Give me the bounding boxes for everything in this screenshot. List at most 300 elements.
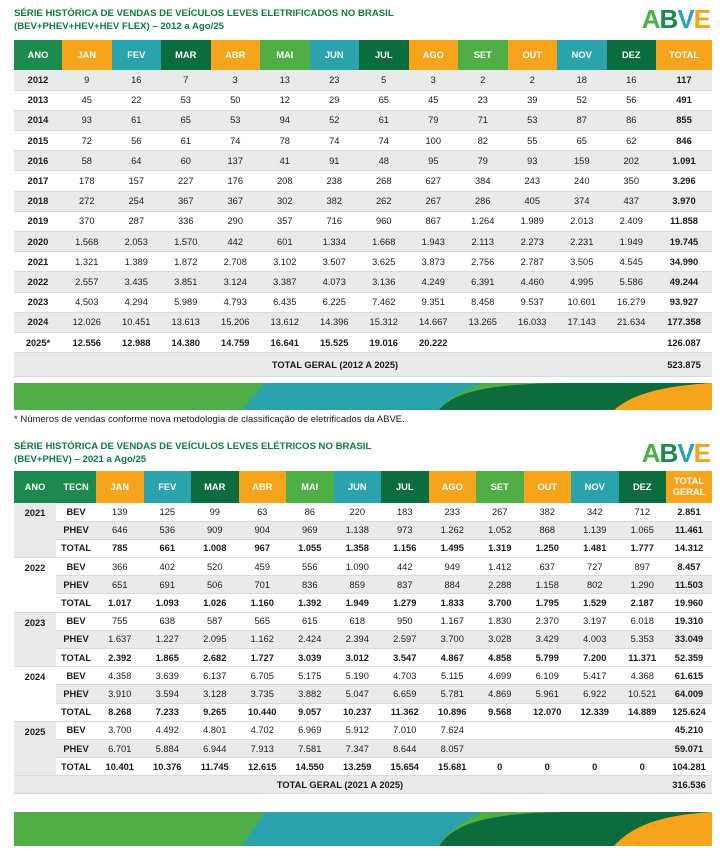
month-cell: 536 — [144, 521, 192, 539]
table1-row — [14, 131, 712, 151]
tech-cell: BEV — [56, 612, 96, 630]
month-cell: 93 — [62, 110, 112, 130]
month-cell: 1.055 — [286, 539, 334, 557]
table2-row — [14, 558, 712, 576]
month-cell: 240 — [557, 171, 607, 191]
table1-row — [14, 332, 712, 352]
month-cell: 157 — [112, 171, 162, 191]
month-cell: 267 — [409, 191, 459, 211]
month-cell: 10.896 — [429, 703, 477, 721]
month-cell: 5.799 — [524, 649, 572, 667]
month-cell: 20.222 — [409, 332, 459, 352]
table2-row — [14, 521, 712, 539]
month-cell: 10.601 — [557, 292, 607, 312]
month-cell: 3.700 — [476, 594, 524, 612]
month-cell: 5.586 — [607, 272, 657, 292]
month-cell: 52 — [557, 90, 607, 110]
month-cell: 1.167 — [429, 612, 477, 630]
month-cell: 601 — [260, 232, 310, 252]
month-cell: 802 — [571, 576, 619, 594]
month-cell: 755 — [96, 612, 144, 630]
decorative-wave-2 — [14, 812, 712, 846]
month-cell: 50 — [211, 90, 261, 110]
month-cell: 12.070 — [524, 703, 572, 721]
month-cell: 1.495 — [429, 539, 477, 557]
month-cell: 1.389 — [112, 252, 162, 272]
month-cell: 79 — [458, 151, 508, 171]
month-cell: 14.396 — [310, 312, 360, 332]
row-total-cell: 117 — [656, 70, 712, 90]
month-cell: 950 — [381, 612, 429, 630]
tech-cell: PHEV — [56, 521, 96, 539]
month-cell: 374 — [557, 191, 607, 211]
row-total-cell: 93.927 — [656, 292, 712, 312]
month-cell: 1.052 — [476, 521, 524, 539]
table2-header-nov: NOV — [571, 471, 619, 503]
table2-header-mai: MAI — [286, 471, 334, 503]
month-cell: 61 — [161, 131, 211, 151]
month-cell: 1.264 — [458, 211, 508, 231]
table1-header-ano: ANO — [14, 40, 62, 70]
month-cell: 87 — [557, 110, 607, 130]
table1-row — [14, 232, 712, 252]
month-cell: 4.702 — [239, 721, 287, 739]
month-cell: 1.017 — [96, 594, 144, 612]
month-cell: 8.458 — [458, 292, 508, 312]
month-cell: 520 — [191, 558, 239, 576]
table2-title-line1: SÉRIE HISTÓRICA DE VENDAS DE VEÍCULOS LEVES ELÉTRICOS NO BRASIL — [14, 441, 372, 452]
month-cell: 78 — [260, 131, 310, 151]
row-total-cell: 855 — [656, 110, 712, 130]
month-cell: 0 — [571, 758, 619, 776]
month-cell: 3.039 — [286, 649, 334, 667]
tech-cell: PHEV — [56, 576, 96, 594]
logo-letter: E — [693, 438, 710, 468]
year-cell: 2022 — [14, 558, 56, 613]
month-cell: 7.462 — [359, 292, 409, 312]
table1-row — [14, 70, 712, 90]
month-cell: 2.231 — [557, 232, 607, 252]
month-cell: 72 — [62, 131, 112, 151]
month-cell: 14.380 — [161, 332, 211, 352]
month-cell: 4.294 — [112, 292, 162, 312]
month-cell: 1.872 — [161, 252, 211, 272]
month-cell: 65 — [557, 131, 607, 151]
year-cell: 2021 — [14, 503, 56, 558]
month-cell: 7.347 — [334, 739, 382, 757]
month-cell: 74 — [310, 131, 360, 151]
table2-header-jul: JUL — [381, 471, 429, 503]
month-cell: 1.093 — [144, 594, 192, 612]
logo-letter: V — [677, 4, 694, 34]
row-total-cell: 59.071 — [666, 739, 712, 757]
month-cell: 178 — [62, 171, 112, 191]
year-cell: 2017 — [14, 171, 62, 191]
month-cell: 6.109 — [524, 667, 572, 685]
month-cell: 2.409 — [607, 211, 657, 231]
year-cell: 2019 — [14, 211, 62, 231]
month-cell: 19.016 — [359, 332, 409, 352]
month-cell: 556 — [286, 558, 334, 576]
row-total-cell: 125.624 — [666, 703, 712, 721]
table2-header-row — [14, 471, 712, 503]
month-cell: 5.190 — [334, 667, 382, 685]
month-cell: 1.777 — [619, 539, 667, 557]
month-cell: 4.869 — [476, 685, 524, 703]
month-cell: 7.581 — [286, 739, 334, 757]
month-cell: 350 — [607, 171, 657, 191]
table2-header-set: SET — [476, 471, 524, 503]
month-cell: 382 — [524, 503, 572, 521]
table1-row — [14, 110, 712, 130]
month-cell: 909 — [191, 521, 239, 539]
table2-row — [14, 685, 712, 703]
month-cell: 53 — [508, 110, 558, 130]
month-cell: 233 — [429, 503, 477, 521]
month-cell: 94 — [260, 110, 310, 130]
month-cell: 4.460 — [508, 272, 558, 292]
month-cell: 5.047 — [334, 685, 382, 703]
month-cell: 9 — [62, 70, 112, 90]
table1-header-dez: DEZ — [607, 40, 657, 70]
month-cell: 91 — [310, 151, 360, 171]
table2-header-jun: JUN — [334, 471, 382, 503]
month-cell: 7.233 — [144, 703, 192, 721]
month-cell: 3.639 — [144, 667, 192, 685]
month-cell: 3.435 — [112, 272, 162, 292]
table1-header-jul: JUL — [359, 40, 409, 70]
month-cell: 17.143 — [557, 312, 607, 332]
month-cell: 1.795 — [524, 594, 572, 612]
month-cell: 565 — [239, 612, 287, 630]
row-total-cell: 14.312 — [666, 539, 712, 557]
month-cell: 402 — [144, 558, 192, 576]
month-cell: 884 — [429, 576, 477, 594]
month-cell: 1.412 — [476, 558, 524, 576]
table2-header-ago: AGO — [429, 471, 477, 503]
month-cell: 53 — [161, 90, 211, 110]
table2-row — [14, 612, 712, 630]
table2-header-out: OUT — [524, 471, 572, 503]
month-cell — [458, 332, 508, 352]
table1-row — [14, 171, 712, 191]
month-cell: 1.139 — [571, 521, 619, 539]
month-cell: 6.922 — [571, 685, 619, 703]
month-cell: 1.156 — [381, 539, 429, 557]
month-cell: 243 — [508, 171, 558, 191]
logo-letter: B — [659, 438, 678, 468]
month-cell: 661 — [144, 539, 192, 557]
month-cell: 4.867 — [429, 649, 477, 667]
month-cell: 2.053 — [112, 232, 162, 252]
year-cell: 2023 — [14, 292, 62, 312]
year-cell: 2024 — [14, 667, 56, 722]
row-total-cell: 126.087 — [656, 332, 712, 352]
month-cell: 5.417 — [571, 667, 619, 685]
year-cell: 2024 — [14, 312, 62, 332]
month-cell: 3.124 — [211, 272, 261, 292]
month-cell: 3.012 — [334, 649, 382, 667]
month-cell — [571, 721, 619, 739]
month-cell: 646 — [96, 521, 144, 539]
month-cell: 459 — [239, 558, 287, 576]
month-cell: 1.065 — [619, 521, 667, 539]
month-cell: 15.681 — [429, 758, 477, 776]
month-cell: 9.351 — [409, 292, 459, 312]
month-cell: 4.368 — [619, 667, 667, 685]
month-cell: 691 — [144, 576, 192, 594]
month-cell: 11.745 — [191, 758, 239, 776]
month-cell: 4.793 — [211, 292, 261, 312]
month-cell: 904 — [239, 521, 287, 539]
month-cell: 367 — [211, 191, 261, 211]
abve-logo-text-2 — [642, 438, 710, 469]
month-cell: 139 — [96, 503, 144, 521]
month-cell: 1.392 — [286, 594, 334, 612]
month-cell: 2.708 — [211, 252, 261, 272]
abve-logo-2 — [642, 438, 710, 469]
year-cell: 2025* — [14, 332, 62, 352]
year-cell: 2013 — [14, 90, 62, 110]
month-cell: 183 — [381, 503, 429, 521]
table2-row — [14, 594, 712, 612]
month-cell: 12.339 — [571, 703, 619, 721]
row-total-cell: 3.970 — [656, 191, 712, 211]
month-cell: 56 — [607, 90, 657, 110]
month-cell: 12.988 — [112, 332, 162, 352]
month-cell: 1.727 — [239, 649, 287, 667]
month-cell: 2.597 — [381, 630, 429, 648]
row-total-cell: 1.091 — [656, 151, 712, 171]
month-cell: 262 — [359, 191, 409, 211]
month-cell: 7.624 — [429, 721, 477, 739]
month-cell: 4.358 — [96, 667, 144, 685]
tech-cell: BEV — [56, 558, 96, 576]
month-cell: 16.641 — [260, 332, 310, 352]
tech-cell: BEV — [56, 721, 96, 739]
month-cell: 405 — [508, 191, 558, 211]
month-cell: 3.128 — [191, 685, 239, 703]
table1-row — [14, 272, 712, 292]
table2-grand-total-row — [14, 776, 712, 794]
month-cell — [619, 739, 667, 757]
month-cell: 3.547 — [381, 649, 429, 667]
month-cell: 12.026 — [62, 312, 112, 332]
month-cell: 12 — [260, 90, 310, 110]
month-cell: 86 — [607, 110, 657, 130]
tech-cell: BEV — [56, 503, 96, 521]
month-cell: 3.136 — [359, 272, 409, 292]
table1-header-out: OUT — [508, 40, 558, 70]
month-cell: 82 — [458, 131, 508, 151]
table1-header-jun: JUN — [310, 40, 360, 70]
month-cell: 13.265 — [458, 312, 508, 332]
month-cell: 3.873 — [409, 252, 459, 272]
month-cell: 3 — [409, 70, 459, 90]
month-cell: 7.913 — [239, 739, 287, 757]
table2-row — [14, 721, 712, 739]
month-cell — [508, 332, 558, 352]
month-cell: 0 — [476, 758, 524, 776]
month-cell: 3.700 — [429, 630, 477, 648]
month-cell: 10.401 — [96, 758, 144, 776]
month-cell: 2.557 — [62, 272, 112, 292]
month-cell: 6.969 — [286, 721, 334, 739]
month-cell: 3.882 — [286, 685, 334, 703]
month-cell: 6.701 — [96, 739, 144, 757]
month-cell: 367 — [161, 191, 211, 211]
month-cell — [524, 739, 572, 757]
month-cell: 4.503 — [62, 292, 112, 312]
month-cell: 10.440 — [239, 703, 287, 721]
month-cell: 6.391 — [458, 272, 508, 292]
month-cell: 2 — [508, 70, 558, 90]
month-cell: 3.851 — [161, 272, 211, 292]
month-cell: 1.319 — [476, 539, 524, 557]
month-cell: 637 — [524, 558, 572, 576]
month-cell: 6.944 — [191, 739, 239, 757]
month-cell: 29 — [310, 90, 360, 110]
month-cell: 1.160 — [239, 594, 287, 612]
month-cell: 506 — [191, 576, 239, 594]
year-cell: 2020 — [14, 232, 62, 252]
table1-row — [14, 252, 712, 272]
month-cell: 712 — [619, 503, 667, 521]
month-cell: 0 — [619, 758, 667, 776]
month-cell: 10.376 — [144, 758, 192, 776]
row-total-cell: 8.457 — [666, 558, 712, 576]
month-cell: 7.200 — [571, 649, 619, 667]
tech-cell: PHEV — [56, 630, 96, 648]
table1-title-line1: SÉRIE HISTÓRICA DE VENDAS DE VEÍCULOS LEVES ELETRIFICADOS NO BRASIL — [14, 8, 394, 19]
table2-row — [14, 539, 712, 557]
month-cell: 60 — [161, 151, 211, 171]
row-total-cell: 11.858 — [656, 211, 712, 231]
month-cell: 55 — [508, 131, 558, 151]
month-cell: 3.625 — [359, 252, 409, 272]
month-cell: 4.492 — [144, 721, 192, 739]
month-cell: 2.113 — [458, 232, 508, 252]
table1-header-total: TOTAL — [656, 40, 712, 70]
month-cell: 21.634 — [607, 312, 657, 332]
month-cell: 6.705 — [239, 667, 287, 685]
month-cell: 12.556 — [62, 332, 112, 352]
month-cell: 5.989 — [161, 292, 211, 312]
table2-header-tecn: TECN — [56, 471, 96, 503]
month-cell: 5.353 — [619, 630, 667, 648]
year-cell: 2015 — [14, 131, 62, 151]
month-cell: 1.250 — [524, 539, 572, 557]
month-cell: 5.884 — [144, 739, 192, 757]
month-cell: 2.013 — [557, 211, 607, 231]
month-cell: 3.028 — [476, 630, 524, 648]
month-cell: 4.858 — [476, 649, 524, 667]
month-cell: 7 — [161, 70, 211, 90]
tech-cell: TOTAL — [56, 539, 96, 557]
year-cell: 2016 — [14, 151, 62, 171]
table2-header-mar: MAR — [191, 471, 239, 503]
table1-row — [14, 211, 712, 231]
month-cell: 1.138 — [334, 521, 382, 539]
tech-cell: PHEV — [56, 739, 96, 757]
table2-row — [14, 758, 712, 776]
month-cell: 3 — [211, 70, 261, 90]
month-cell — [476, 739, 524, 757]
abve-logo — [642, 4, 710, 35]
month-cell: 52 — [310, 110, 360, 130]
month-cell: 23 — [310, 70, 360, 90]
month-cell: 2.288 — [476, 576, 524, 594]
month-cell: 727 — [571, 558, 619, 576]
month-cell: 1.279 — [381, 594, 429, 612]
month-cell: 74 — [359, 131, 409, 151]
month-cell: 61 — [112, 110, 162, 130]
month-cell: 176 — [211, 171, 261, 191]
month-cell: 11.362 — [381, 703, 429, 721]
table2-decorative-bar — [14, 812, 712, 846]
table2-section — [0, 436, 724, 856]
month-cell: 336 — [161, 211, 211, 231]
month-cell: 651 — [96, 576, 144, 594]
month-cell: 290 — [211, 211, 261, 231]
month-cell: 14.550 — [286, 758, 334, 776]
table1-section — [0, 0, 724, 410]
month-cell: 1.162 — [239, 630, 287, 648]
month-cell: 1.637 — [96, 630, 144, 648]
tech-cell: BEV — [56, 667, 96, 685]
month-cell: 4.703 — [381, 667, 429, 685]
month-cell: 45 — [409, 90, 459, 110]
month-cell: 14.667 — [409, 312, 459, 332]
methodology-footnote: * Números de vendas conforme nova metodologia de classificação de eletrificados da ABVE. — [14, 414, 405, 425]
month-cell: 859 — [334, 576, 382, 594]
table2-header-ano: ANO — [14, 471, 56, 503]
month-cell: 868 — [524, 521, 572, 539]
month-cell — [476, 721, 524, 739]
month-cell: 3.507 — [310, 252, 360, 272]
month-cell: 2.424 — [286, 630, 334, 648]
month-cell: 437 — [607, 191, 657, 211]
month-cell: 1.865 — [144, 649, 192, 667]
month-cell: 13.259 — [334, 758, 382, 776]
logo-letter: A — [641, 4, 660, 34]
month-cell: 1.026 — [191, 594, 239, 612]
month-cell: 837 — [381, 576, 429, 594]
month-cell: 202 — [607, 151, 657, 171]
row-total-cell: 33.049 — [666, 630, 712, 648]
month-cell: 6.018 — [619, 612, 667, 630]
month-cell: 4.003 — [571, 630, 619, 648]
month-cell: 4.073 — [310, 272, 360, 292]
row-total-cell: 52.359 — [666, 649, 712, 667]
month-cell: 9.568 — [476, 703, 524, 721]
month-cell: 1.943 — [409, 232, 459, 252]
month-cell: 2.787 — [508, 252, 558, 272]
month-cell: 1.008 — [191, 539, 239, 557]
table2-row — [14, 576, 712, 594]
month-cell: 45 — [62, 90, 112, 110]
month-cell: 220 — [334, 503, 382, 521]
month-cell: 267 — [476, 503, 524, 521]
month-cell: 8.644 — [381, 739, 429, 757]
year-cell: 2018 — [14, 191, 62, 211]
month-cell: 41 — [260, 151, 310, 171]
month-cell: 13 — [260, 70, 310, 90]
month-cell: 973 — [381, 521, 429, 539]
table2-row — [14, 703, 712, 721]
month-cell: 1.158 — [524, 576, 572, 594]
table1-header-jan: JAN — [62, 40, 112, 70]
